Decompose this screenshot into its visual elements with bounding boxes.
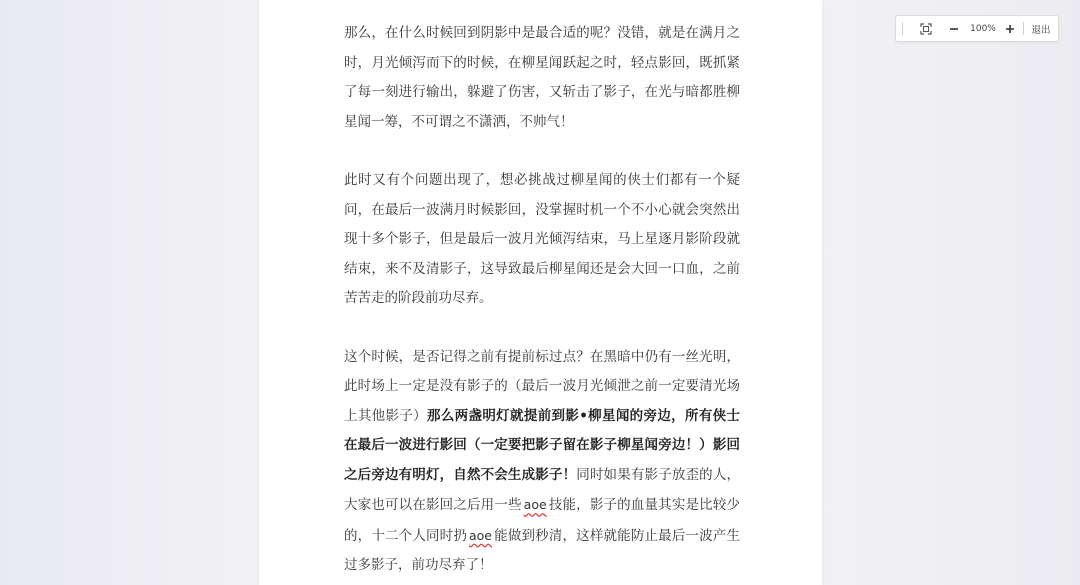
plus-icon (1005, 24, 1015, 34)
paragraph-1: 那么，在什么时候回到阴影中是最合适的呢？没错，就是在满月之时，月光倾泻而下的时候，在柳星闻跃起之时，轻点影回，既抓紧了每一刻进行输出，躲避了伤害，又斩击了影子，在光与暗都胜柳星闻一筹，不可谓之不潇洒，不帅气！ (344, 25, 740, 130)
paragraph-3-text-1: 这个时候，是否记得之前有提前标过点？在黑暗中仍有一丝光明，此时场上一定是没有影子的（最后一波月光倾泄之前一定要清光场上其他影子） (344, 348, 740, 424)
paragraph-3-text-4: 能做到秒清，这样就能防止最后一波产生过多影子，前功尽弃了！ (344, 527, 740, 573)
fit-screen-button[interactable] (916, 16, 936, 41)
fit-screen-icon (920, 23, 932, 35)
spellcheck-word-aoe: aoe (523, 497, 547, 512)
zoom-level: 100% (970, 23, 996, 34)
zoom-in-button[interactable] (1001, 16, 1019, 41)
reader-toolbar (895, 15, 1059, 42)
paragraph-3 (344, 343, 740, 581)
paragraph-3-bold-text: 那么两盏明灯就提前到影•柳星闻的旁边，所有侠士在最后一波进行影回（一定要把影子留在影子柳星闻旁边！）影回之后旁边有明灯，自然不会生成影子！ (344, 407, 740, 483)
minus-icon (949, 24, 959, 34)
exit-button[interactable]: 退出 (1031, 24, 1051, 36)
document-page (259, 0, 822, 585)
spellcheck-word-aoe: aoe (469, 527, 492, 543)
toolbar-divider (1023, 22, 1024, 35)
zoom-out-button[interactable] (945, 16, 963, 41)
paragraph-3-text-2: 同时如果有影子放歪的人，大家也可以在影回之后用一些 (344, 466, 741, 513)
toolbar-divider (902, 22, 903, 35)
paragraph-2: 此时又有个问题出现了，想必挑战过柳星闻的侠士们都有一个疑问，在最后一波满月时候影回，没掌握时机一个不小心就会突然出现十多个影子，但是最后一波月光倾泻结束，马上星逐月影阶段就结束，来不及清影子，这导致最后柳星闻还是会大回一口血，之前苦苦走的阶段前功尽弃。 (344, 172, 740, 306)
paragraph-3-text-3: 技能，影子的血量其实是比较少的，十二个人同时扔 (344, 497, 741, 544)
document-content (344, 0, 740, 581)
